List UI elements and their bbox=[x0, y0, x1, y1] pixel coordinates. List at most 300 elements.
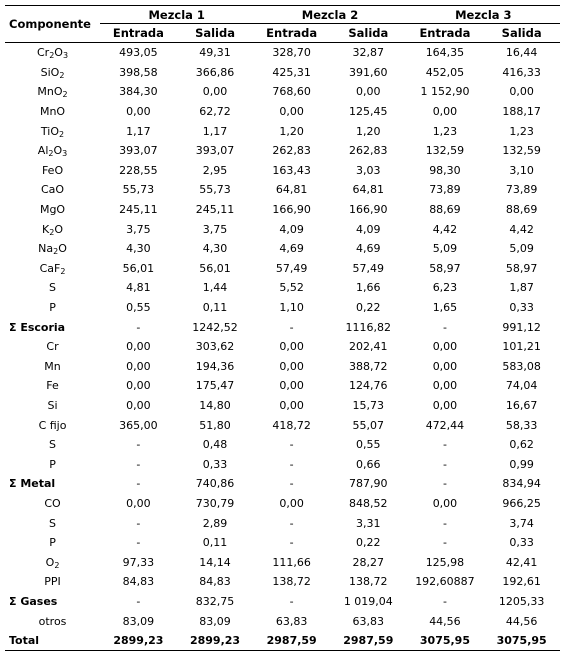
table-cell: 164,35 bbox=[425, 46, 465, 60]
table-row bbox=[5, 141, 560, 161]
table-cell: 3075,95 bbox=[496, 634, 547, 648]
table-cell: 1,23 bbox=[432, 124, 458, 138]
table-cell: 1,17 bbox=[126, 124, 151, 138]
table-row bbox=[5, 572, 560, 592]
table-cell: 0,00 bbox=[279, 105, 304, 119]
table-cell: 848,52 bbox=[349, 496, 388, 510]
row-label bbox=[5, 82, 100, 102]
table-cell: 57,49 bbox=[352, 261, 385, 275]
formula-part: Na bbox=[38, 242, 54, 256]
formula-part: CO bbox=[44, 496, 61, 510]
table-cell: 0,00 bbox=[126, 379, 151, 393]
formula-part: P bbox=[49, 536, 56, 550]
table-cell: 0,00 bbox=[126, 105, 151, 119]
table-cell: 3,74 bbox=[509, 516, 534, 530]
table-cell: 425,31 bbox=[272, 65, 311, 79]
table-cell: 2,95 bbox=[202, 163, 228, 177]
table-row bbox=[5, 611, 560, 631]
table-cell: 0,00 bbox=[279, 359, 304, 373]
row-label bbox=[5, 552, 100, 572]
table-cell: 14,80 bbox=[199, 398, 231, 412]
table-cell: 228,55 bbox=[119, 163, 158, 177]
row-label bbox=[5, 357, 100, 377]
row-label bbox=[5, 219, 100, 239]
table-cell: 194,36 bbox=[195, 359, 235, 373]
table-row bbox=[5, 474, 560, 494]
table-cell: 16,44 bbox=[505, 46, 538, 60]
table-cell: 0,00 bbox=[432, 379, 458, 393]
table-cell: 4,81 bbox=[126, 281, 151, 295]
table-cell: 583,08 bbox=[502, 359, 541, 373]
row-label bbox=[5, 513, 100, 533]
table-cell: 768,60 bbox=[272, 85, 311, 99]
table-cell: 0,33 bbox=[202, 457, 228, 471]
table-cell: 74,04 bbox=[505, 379, 538, 393]
table-cell: 3,75 bbox=[126, 222, 151, 236]
table-cell: 1,17 bbox=[202, 124, 228, 138]
table-row bbox=[5, 494, 560, 514]
table-row bbox=[5, 278, 560, 298]
table-cell: 730,79 bbox=[195, 496, 235, 510]
table-cell: 245,11 bbox=[195, 203, 235, 217]
table-cell: 452,05 bbox=[425, 65, 465, 79]
table-cell: 15,73 bbox=[352, 398, 385, 412]
table-cell: 166,90 bbox=[272, 203, 311, 217]
table-cell: 3075,95 bbox=[419, 634, 470, 648]
table-cell: 391,60 bbox=[349, 65, 388, 79]
table-cell: 83,09 bbox=[199, 614, 231, 628]
table-cell: - bbox=[289, 320, 294, 334]
row-label bbox=[5, 474, 100, 494]
table-cell: 366,86 bbox=[195, 65, 235, 79]
table-cell: 84,83 bbox=[122, 575, 155, 589]
table-cell: 3,03 bbox=[356, 163, 381, 177]
formula-subscript: 2 bbox=[54, 560, 60, 570]
table-cell: 1,20 bbox=[356, 124, 381, 138]
table-cell: 1,20 bbox=[279, 124, 304, 138]
row-label bbox=[5, 396, 100, 416]
table-cell: 5,09 bbox=[432, 242, 458, 256]
table-cell: 2987,59 bbox=[343, 634, 394, 648]
table-cell: 111,66 bbox=[272, 555, 311, 569]
table-cell: 1,44 bbox=[202, 281, 228, 295]
formula-subscript: 2 bbox=[59, 129, 65, 139]
table-cell: 0,33 bbox=[509, 301, 534, 315]
table-cell: 834,94 bbox=[502, 477, 541, 491]
table-cell: - bbox=[289, 457, 294, 471]
formula-part: P bbox=[49, 457, 56, 471]
table-cell: 398,58 bbox=[119, 65, 158, 79]
formula-part: O bbox=[45, 555, 55, 569]
table-row bbox=[5, 454, 560, 474]
table-cell: 1 019,04 bbox=[343, 594, 393, 608]
table-cell: 493,05 bbox=[119, 46, 158, 60]
table-cell: 0,00 bbox=[432, 105, 458, 119]
formula-subscript: 2 bbox=[49, 227, 55, 237]
formula-part: TiO bbox=[40, 124, 60, 138]
table-cell: 57,49 bbox=[275, 261, 308, 275]
table-cell: 472,44 bbox=[425, 418, 465, 432]
formula-part: FeO bbox=[41, 163, 64, 177]
table-cell: 32,87 bbox=[352, 46, 385, 60]
table-cell: 16,67 bbox=[505, 398, 538, 412]
table-cell: 0,00 bbox=[279, 398, 304, 412]
table-cell: 787,90 bbox=[349, 477, 388, 491]
table-cell: 303,62 bbox=[195, 340, 235, 354]
table-cell: 832,75 bbox=[195, 594, 235, 608]
table-cell: - bbox=[136, 477, 141, 491]
table-cell: - bbox=[442, 457, 447, 471]
header-entrada: Entrada bbox=[253, 24, 330, 43]
table-cell: 138,72 bbox=[272, 575, 311, 589]
table-cell: 0,00 bbox=[126, 496, 151, 510]
table-cell: 175,47 bbox=[195, 379, 235, 393]
table-cell: 28,27 bbox=[352, 555, 385, 569]
table-cell: 63,83 bbox=[275, 614, 308, 628]
table-cell: 0,22 bbox=[356, 301, 381, 315]
table-cell: 4,69 bbox=[356, 242, 381, 256]
table-cell: - bbox=[442, 594, 447, 608]
table-cell: 56,01 bbox=[122, 261, 155, 275]
table-cell: 740,86 bbox=[195, 477, 235, 491]
header-mix-1: Mezcla 1 bbox=[100, 6, 253, 24]
table-cell: 388,72 bbox=[349, 359, 388, 373]
row-label bbox=[5, 494, 100, 514]
formula-part: O bbox=[53, 144, 63, 158]
table-row bbox=[5, 376, 560, 396]
formula-part: S bbox=[49, 516, 57, 530]
table-row bbox=[5, 592, 560, 612]
table-cell: 1,87 bbox=[509, 281, 534, 295]
row-label bbox=[5, 180, 100, 200]
row-label bbox=[5, 592, 100, 612]
formula-part: C fijo bbox=[38, 418, 67, 432]
table-cell: 1,10 bbox=[279, 301, 304, 315]
table-cell: 3,75 bbox=[202, 222, 228, 236]
table-cell: 328,70 bbox=[272, 46, 311, 60]
table-cell: 202,41 bbox=[349, 340, 388, 354]
header-mix-3: Mezcla 3 bbox=[407, 6, 560, 24]
table-cell: 1242,52 bbox=[192, 320, 238, 334]
table-cell: 4,69 bbox=[279, 242, 304, 256]
table-cell: 262,83 bbox=[349, 144, 388, 158]
table-body bbox=[5, 43, 560, 651]
table-row bbox=[5, 631, 560, 651]
table-cell: 384,30 bbox=[119, 85, 158, 99]
table-cell: 4,09 bbox=[279, 222, 304, 236]
table-cell: 3,10 bbox=[509, 163, 534, 177]
formula-part: Fe bbox=[46, 379, 59, 393]
header-salida: Salida bbox=[177, 24, 254, 43]
table-cell: - bbox=[136, 438, 141, 452]
formula-part: S bbox=[49, 281, 57, 295]
row-label bbox=[5, 200, 100, 220]
table-cell: 0,00 bbox=[126, 340, 151, 354]
row-label bbox=[5, 572, 100, 592]
formula-part: MnO bbox=[39, 105, 66, 119]
formula-subscript: 3 bbox=[62, 149, 68, 159]
table-cell: 991,12 bbox=[502, 320, 541, 334]
formula-part: Σ Metal bbox=[9, 477, 56, 491]
table-cell: 0,11 bbox=[202, 536, 228, 550]
table-row bbox=[5, 396, 560, 416]
table-cell: 0,00 bbox=[279, 340, 304, 354]
table-cell: 44,56 bbox=[429, 614, 461, 628]
table-cell: 2899,23 bbox=[189, 634, 241, 648]
formula-part: Mn bbox=[44, 359, 61, 373]
table-row bbox=[5, 317, 560, 337]
table-cell: 88,69 bbox=[505, 203, 538, 217]
table-cell: 2987,59 bbox=[266, 634, 317, 648]
table-cell: - bbox=[136, 516, 141, 530]
header-entrada: Entrada bbox=[100, 24, 177, 43]
formula-subscript: 2 bbox=[48, 149, 54, 159]
row-label bbox=[5, 121, 100, 141]
table-row bbox=[5, 298, 560, 318]
table-cell: 55,73 bbox=[199, 183, 231, 197]
table-row bbox=[5, 415, 560, 435]
table-cell: 4,42 bbox=[432, 222, 458, 236]
table-cell: 56,01 bbox=[199, 261, 231, 275]
table-cell: 97,33 bbox=[122, 555, 155, 569]
formula-part: MgO bbox=[39, 203, 66, 217]
formula-part: Σ Gases bbox=[9, 594, 58, 608]
table-cell: 64,81 bbox=[352, 183, 385, 197]
table-cell: 44,56 bbox=[505, 614, 538, 628]
table-cell: 245,11 bbox=[119, 203, 158, 217]
formula-part: O bbox=[54, 222, 64, 236]
table-cell: - bbox=[289, 477, 294, 491]
table-cell: 63,83 bbox=[352, 614, 385, 628]
table-cell: 1116,82 bbox=[345, 320, 392, 334]
formula-part: MnO bbox=[37, 85, 63, 99]
table-cell: 49,31 bbox=[199, 46, 231, 60]
row-label bbox=[5, 141, 100, 161]
formula-part: SiO bbox=[40, 65, 60, 79]
table-cell: 418,72 bbox=[272, 418, 311, 432]
row-label bbox=[5, 239, 100, 259]
table-row bbox=[5, 180, 560, 200]
table-cell: 393,07 bbox=[119, 144, 158, 158]
table-cell: - bbox=[442, 320, 447, 334]
table-cell: 0,00 bbox=[432, 398, 458, 412]
formula-part: CaO bbox=[40, 183, 65, 197]
table-cell: 163,43 bbox=[272, 163, 311, 177]
table-cell: 0,33 bbox=[509, 536, 534, 550]
table-cell: - bbox=[136, 320, 141, 334]
table-cell: 125,98 bbox=[425, 555, 465, 569]
table-row bbox=[5, 63, 560, 83]
table-cell: - bbox=[442, 438, 447, 452]
table-cell: - bbox=[136, 594, 141, 608]
table-cell: 42,41 bbox=[505, 555, 538, 569]
table-cell: - bbox=[289, 438, 294, 452]
table-cell: 0,48 bbox=[202, 438, 228, 452]
table-cell: 125,45 bbox=[349, 105, 388, 119]
row-label bbox=[5, 63, 100, 83]
formula-part: O bbox=[58, 242, 67, 256]
table-cell: 1,23 bbox=[509, 124, 534, 138]
row-label bbox=[5, 337, 100, 357]
table-row bbox=[5, 357, 560, 377]
table-cell: 0,00 bbox=[432, 496, 458, 510]
formula-part: K bbox=[42, 222, 50, 236]
table-cell: 1 152,90 bbox=[420, 85, 470, 99]
table-cell: - bbox=[442, 477, 447, 491]
table-row bbox=[5, 102, 560, 122]
table-cell: 14,14 bbox=[199, 555, 231, 569]
table-cell: 192,61 bbox=[502, 575, 541, 589]
mass-balance-table bbox=[5, 5, 560, 651]
table-row bbox=[5, 219, 560, 239]
table-cell: 0,00 bbox=[126, 359, 151, 373]
table-cell: - bbox=[289, 594, 294, 608]
formula-subscript: 2 bbox=[53, 247, 59, 257]
row-label bbox=[5, 43, 100, 63]
row-label bbox=[5, 259, 100, 279]
formula-part: CaF bbox=[39, 261, 61, 275]
table-cell: - bbox=[136, 536, 141, 550]
table-cell: 5,09 bbox=[509, 242, 534, 256]
table-cell: 188,17 bbox=[502, 105, 541, 119]
table-row bbox=[5, 513, 560, 533]
table-cell: - bbox=[289, 536, 294, 550]
table-cell: 0,00 bbox=[279, 379, 304, 393]
table-cell: 166,90 bbox=[349, 203, 388, 217]
table-cell: - bbox=[136, 457, 141, 471]
table-cell: 2,89 bbox=[202, 516, 228, 530]
table-cell: 0,62 bbox=[509, 438, 534, 452]
table-cell: 4,30 bbox=[126, 242, 151, 256]
table-row bbox=[5, 43, 560, 63]
row-label bbox=[5, 102, 100, 122]
table-cell: 393,07 bbox=[195, 144, 235, 158]
table-cell: 51,80 bbox=[199, 418, 231, 432]
header-salida: Salida bbox=[483, 24, 560, 43]
table-cell: 0,22 bbox=[356, 536, 381, 550]
table-cell: 5,52 bbox=[279, 281, 304, 295]
row-label bbox=[5, 611, 100, 631]
table-cell: 1,66 bbox=[356, 281, 381, 295]
row-label bbox=[5, 278, 100, 298]
table-cell: 3,31 bbox=[356, 516, 381, 530]
table-cell: 0,55 bbox=[356, 438, 381, 452]
table-cell: 1205,33 bbox=[498, 594, 545, 608]
row-label bbox=[5, 317, 100, 337]
table-cell: 64,81 bbox=[275, 183, 308, 197]
formula-part: Cr bbox=[37, 46, 50, 60]
formula-subscript: 2 bbox=[49, 51, 55, 61]
table-cell: 132,59 bbox=[502, 144, 541, 158]
header-entrada: Entrada bbox=[407, 24, 484, 43]
table-cell: 4,30 bbox=[202, 242, 228, 256]
table-cell: 0,00 bbox=[432, 359, 458, 373]
formula-part: S bbox=[49, 438, 57, 452]
table-cell: 4,09 bbox=[356, 222, 381, 236]
table-row bbox=[5, 552, 560, 572]
table-row bbox=[5, 161, 560, 181]
table-row bbox=[5, 533, 560, 553]
table-cell: 0,11 bbox=[202, 301, 228, 315]
table-cell: 138,72 bbox=[349, 575, 388, 589]
table-row bbox=[5, 259, 560, 279]
formula-part: Si bbox=[47, 398, 58, 412]
row-label bbox=[5, 631, 100, 651]
table-cell: 0,00 bbox=[126, 398, 151, 412]
table-cell: 0,00 bbox=[356, 85, 381, 99]
table-cell: 192,60887 bbox=[415, 575, 475, 589]
table-cell: - bbox=[289, 516, 294, 530]
table-cell: - bbox=[442, 536, 447, 550]
table-row bbox=[5, 121, 560, 141]
formula-part: PPI bbox=[44, 575, 61, 589]
formula-part: Total bbox=[9, 634, 40, 648]
formula-part: Al bbox=[37, 144, 49, 158]
table-cell: 0,00 bbox=[432, 340, 458, 354]
table-cell: 4,42 bbox=[509, 222, 534, 236]
table-cell: 0,00 bbox=[509, 85, 534, 99]
formula-subscript: 2 bbox=[60, 266, 66, 276]
table-cell: 58,97 bbox=[505, 261, 538, 275]
table-row bbox=[5, 337, 560, 357]
formula-subscript: 2 bbox=[62, 90, 68, 100]
table-cell: 98,30 bbox=[429, 163, 461, 177]
table-row bbox=[5, 82, 560, 102]
table-cell: 55,07 bbox=[352, 418, 385, 432]
row-label bbox=[5, 533, 100, 553]
formula-subscript: 3 bbox=[62, 51, 69, 61]
table-cell: 73,89 bbox=[429, 183, 461, 197]
row-label bbox=[5, 415, 100, 435]
table-cell: 73,89 bbox=[505, 183, 538, 197]
table-cell: 1,65 bbox=[432, 301, 458, 315]
table-cell: - bbox=[442, 516, 447, 530]
formula-part: O bbox=[54, 46, 63, 60]
table-cell: 84,83 bbox=[199, 575, 231, 589]
table-cell: 101,21 bbox=[502, 340, 541, 354]
header-salida: Salida bbox=[330, 24, 407, 43]
formula-part: otros bbox=[38, 614, 67, 628]
table-cell: 2899,23 bbox=[113, 634, 164, 648]
table-row bbox=[5, 435, 560, 455]
table-cell: 55,73 bbox=[122, 183, 155, 197]
formula-part: Cr bbox=[46, 340, 59, 354]
table-row bbox=[5, 239, 560, 259]
header-row-mixes bbox=[5, 6, 560, 24]
row-label bbox=[5, 435, 100, 455]
row-label bbox=[5, 161, 100, 181]
table-cell: 0,55 bbox=[126, 301, 151, 315]
table-cell: 365,00 bbox=[119, 418, 158, 432]
table-cell: 0,00 bbox=[202, 85, 228, 99]
table-cell: 966,25 bbox=[502, 496, 541, 510]
row-label bbox=[5, 376, 100, 396]
table-cell: 88,69 bbox=[429, 203, 461, 217]
table-cell: 0,66 bbox=[356, 457, 381, 471]
table-cell: 83,09 bbox=[122, 614, 155, 628]
formula-part: Σ Escoria bbox=[9, 320, 66, 334]
row-label bbox=[5, 454, 100, 474]
header-component: Componente bbox=[5, 6, 100, 43]
formula-subscript: 2 bbox=[59, 70, 65, 80]
table-cell: 132,59 bbox=[425, 144, 465, 158]
table-cell: 6,23 bbox=[432, 281, 458, 295]
table-cell: 0,00 bbox=[279, 496, 304, 510]
table-cell: 262,83 bbox=[272, 144, 311, 158]
table-cell: 124,76 bbox=[349, 379, 388, 393]
table-cell: 416,33 bbox=[502, 65, 541, 79]
table-row bbox=[5, 200, 560, 220]
